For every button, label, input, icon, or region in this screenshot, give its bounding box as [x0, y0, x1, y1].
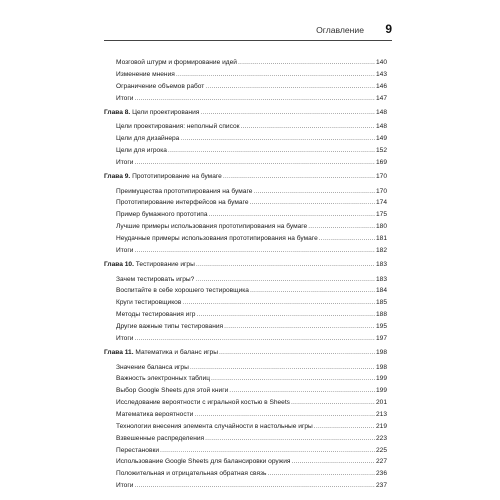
toc-entry[interactable]	[104, 445, 387, 457]
toc-entry[interactable]	[104, 309, 387, 321]
dot-leader	[134, 333, 375, 345]
toc-entry-title: Использование Google Sheets для балансировки оружия	[116, 458, 291, 466]
toc-page-number: 175	[375, 211, 387, 219]
toc-page-number: 180	[375, 223, 387, 231]
dot-leader	[314, 421, 375, 433]
dot-leader	[267, 468, 375, 480]
toc-page-number: 152	[375, 147, 387, 154]
toc-entry-title: Цели проектирования: неполный список	[116, 123, 240, 131]
dot-leader	[223, 171, 375, 183]
toc-entry-title: Круги тестировщиков	[116, 299, 182, 307]
dot-leader	[200, 107, 375, 119]
dot-leader	[241, 121, 375, 133]
toc-page-number: 148	[375, 108, 387, 116]
toc-entry[interactable]	[104, 397, 387, 409]
toc-entry[interactable]	[104, 409, 387, 421]
toc-page-number: 170	[375, 173, 387, 181]
toc-page-number: 227	[375, 458, 387, 466]
dot-leader	[134, 93, 375, 105]
toc-entry[interactable]	[104, 145, 387, 157]
toc-page-number: 148	[375, 123, 387, 131]
running-header	[104, 22, 392, 38]
toc-entry[interactable]	[104, 209, 387, 221]
toc-entry-title: Цели для дизайнера	[116, 135, 180, 143]
dot-leader	[195, 274, 375, 286]
dot-leader	[196, 309, 375, 321]
toc-chapter-entry[interactable]	[104, 107, 387, 119]
toc-entry[interactable]	[104, 274, 387, 286]
dot-leader	[291, 456, 375, 468]
toc-entry-title: Зачем тестировать игры?	[116, 275, 195, 283]
toc-entry-title: Технологии внесения элемента случайности в настольные игры	[116, 422, 313, 430]
toc-entry[interactable]	[104, 57, 387, 69]
toc-page-number: 174	[375, 199, 387, 207]
toc-entry-title: Ограничение объемов работ	[116, 82, 205, 90]
dot-leader	[319, 233, 375, 245]
dot-leader	[190, 362, 375, 374]
dot-leader	[229, 385, 375, 397]
toc-entry[interactable]	[104, 373, 387, 385]
toc-entry-title: Итоги	[116, 246, 134, 254]
toc-page-number: 181	[375, 235, 387, 242]
chapter-label: Глава 9.	[104, 173, 131, 181]
toc-page-number: 149	[375, 135, 387, 143]
toc-entry-title: Лучшие примеры использования прототипирования на бумаге	[116, 223, 308, 231]
chapter-title: Математика и баланс игры	[135, 349, 218, 357]
toc-page-number: 182	[375, 246, 387, 254]
toc-entry[interactable]	[104, 333, 387, 345]
toc-entry-title: Итоги	[116, 334, 134, 342]
toc-entry-title: Другие важные типы тестирования	[116, 323, 224, 330]
dot-leader	[194, 409, 375, 421]
toc-entry-title: Перестановки	[116, 446, 160, 454]
toc-chapter-entry[interactable]	[104, 259, 387, 271]
toc-page-number: 188	[375, 311, 387, 319]
toc-page-number: 219	[375, 422, 387, 430]
toc-entry-title: Взвешенные распределения	[116, 434, 205, 442]
toc-entry-title: Выбор Google Sheets для этой книги	[116, 387, 229, 395]
toc-entry-title: Прототипирование интерфейсов на бумаге	[116, 199, 249, 207]
toc-entry[interactable]	[104, 186, 387, 198]
toc-entry[interactable]	[104, 197, 387, 209]
toc-entry[interactable]	[104, 362, 387, 374]
chapter-label: Глава 8.	[104, 108, 131, 116]
toc-page-number: 236	[375, 470, 387, 478]
toc-entry[interactable]	[104, 433, 387, 445]
toc-entry-title: Воспитайте в себе хорошего тестировщика	[116, 287, 249, 295]
toc-entry[interactable]	[104, 385, 387, 397]
dot-leader	[180, 133, 375, 145]
toc-page-number: 140	[375, 59, 387, 66]
toc-entry-title: Положительная и отрицательная обратная связь	[116, 470, 267, 478]
toc-entry[interactable]	[104, 157, 387, 169]
dot-leader	[134, 480, 375, 492]
toc-entry[interactable]	[104, 233, 387, 245]
toc-page-number: 199	[375, 375, 387, 383]
toc-entry[interactable]	[104, 245, 387, 257]
toc-entry[interactable]	[104, 133, 387, 145]
toc-page-number: 183	[375, 275, 387, 283]
toc-entry[interactable]	[104, 456, 387, 468]
running-header-title: Оглавление	[316, 25, 364, 35]
toc-page-number: 195	[375, 323, 387, 330]
toc-page-number: 143	[375, 70, 387, 78]
chapter-title: Цели проектирования	[132, 108, 200, 116]
toc-page-number: 183	[375, 261, 387, 269]
chapter-label: Глава 11.	[104, 349, 134, 357]
toc-entry[interactable]	[104, 468, 387, 480]
toc-entry-title: Пример бумажного прототипа	[116, 211, 208, 219]
toc-entry-title: Неудачные примеры использования прототипирования на бумаге	[116, 235, 318, 242]
dot-leader	[134, 245, 375, 257]
toc-page-number: 223	[375, 434, 387, 442]
header-divider	[104, 40, 392, 41]
toc-page-number: 237	[375, 482, 387, 490]
chapter-title: Прототипирование на бумаге	[132, 173, 222, 181]
toc-page-number: 169	[375, 158, 387, 166]
toc-entry-title	[104, 107, 199, 119]
toc-page-number: 201	[375, 399, 387, 407]
toc-entry[interactable]	[104, 93, 387, 105]
dot-leader	[182, 297, 375, 309]
toc-entry-title: Изменение мнения	[116, 70, 175, 78]
toc-entry-title	[104, 259, 195, 271]
dot-leader	[250, 285, 375, 297]
toc-entry[interactable]	[104, 81, 387, 93]
dot-leader	[176, 69, 375, 81]
dot-leader	[249, 197, 375, 209]
toc-entry-title: Значение баланса игры	[116, 363, 189, 371]
dot-leader	[308, 221, 375, 233]
toc-entry[interactable]	[104, 480, 387, 492]
toc-page-number: 147	[375, 94, 387, 102]
toc-entry-title: Мозговой штурм и формирование идей	[116, 59, 237, 66]
toc-chapter-entry[interactable]	[104, 347, 387, 359]
toc-page-number: 213	[375, 411, 387, 418]
toc-entry[interactable]	[104, 297, 387, 309]
toc-entry[interactable]	[104, 285, 387, 297]
table-of-contents	[104, 57, 387, 492]
dot-leader	[238, 57, 375, 69]
toc-page-number: 170	[375, 187, 387, 195]
toc-entry-title: Исследование вероятности с игральной костью в Sheets	[116, 399, 290, 407]
toc-page-number: 198	[375, 349, 387, 357]
dot-leader	[205, 433, 375, 445]
toc-entry-title	[104, 171, 222, 183]
toc-page-number: 198	[375, 363, 387, 371]
toc-page-number: 184	[375, 287, 387, 295]
toc-page-number: 146	[375, 82, 387, 90]
toc-entry[interactable]	[104, 121, 387, 133]
dot-leader	[196, 259, 375, 271]
dot-leader	[253, 186, 375, 198]
dot-leader	[219, 347, 375, 359]
dot-leader	[205, 81, 375, 93]
toc-page-number: 225	[375, 446, 387, 454]
toc-entry-title: Математика вероятности	[116, 411, 194, 418]
toc-entry-title	[104, 347, 218, 359]
toc-entry-title: Цели для игрока	[116, 147, 167, 154]
toc-entry-title: Важность электронных таблиц	[116, 375, 210, 383]
dot-leader	[224, 321, 375, 333]
toc-page-number: 185	[375, 299, 387, 307]
dot-leader	[211, 373, 375, 385]
toc-entry-title: Методы тестирования игр	[116, 311, 196, 319]
toc-entry-title: Преимущества прототипирования на бумаге	[116, 187, 253, 195]
toc-page-number: 197	[375, 334, 387, 342]
toc-entry[interactable]	[104, 321, 387, 333]
dot-leader	[291, 397, 375, 409]
toc-entry-title: Итоги	[116, 94, 134, 102]
dot-leader	[168, 145, 375, 157]
toc-entry[interactable]	[104, 69, 387, 81]
toc-entry-title: Итоги	[116, 158, 134, 166]
dot-leader	[160, 445, 375, 457]
dot-leader	[209, 209, 375, 221]
dot-leader	[134, 157, 375, 169]
toc-chapter-entry[interactable]	[104, 171, 387, 183]
page-number: 9	[385, 22, 392, 36]
toc-entry[interactable]	[104, 221, 387, 233]
toc-page-number: 199	[375, 387, 387, 395]
chapter-label: Глава 10.	[104, 261, 134, 269]
toc-entry-title: Итоги	[116, 482, 134, 490]
chapter-title: Тестирование игры	[135, 261, 195, 269]
toc-entry[interactable]	[104, 421, 387, 433]
